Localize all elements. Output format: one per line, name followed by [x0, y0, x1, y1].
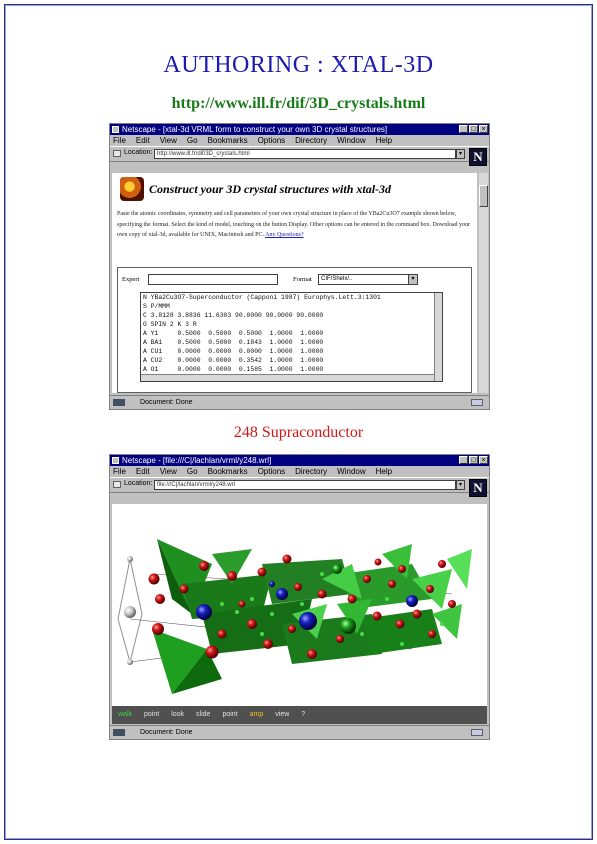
netscape-window-vrml	[109, 454, 490, 740]
yttrium-atom	[127, 556, 133, 562]
vrml-viewport[interactable]	[112, 504, 487, 706]
security-key-icon	[113, 729, 125, 736]
copper-atom	[299, 612, 317, 630]
location-input[interactable]: file:///C|/lachlan/vrml/y248.wrl	[154, 480, 456, 490]
menu-file[interactable]: File	[113, 136, 126, 145]
mail-icon[interactable]	[471, 399, 483, 406]
point-mode-button[interactable]: point	[222, 711, 238, 718]
polyhedron	[447, 549, 472, 589]
code-line: A Y1 0.5000 0.5000 0.5000 1.0000 1.0000	[143, 330, 324, 337]
page-content	[112, 173, 477, 393]
menu-options[interactable]: Options	[257, 136, 286, 145]
content-heading: Construct your 3D crystal structures with xtal-3d	[149, 181, 392, 196]
page-title: AUTHORING : XTAL-3D	[163, 52, 434, 78]
help-button[interactable]: ?	[301, 711, 306, 718]
window-titlebar[interactable]	[110, 455, 489, 466]
format-select[interactable]	[318, 274, 418, 285]
copper-atom	[276, 588, 288, 600]
code-line: C 3.8128 3.8836 11.6303 90.0000 90.0000 90.0000	[143, 312, 324, 319]
menu-directory[interactable]: Directory	[295, 467, 328, 476]
copper-atom	[406, 595, 418, 607]
expert-input[interactable]	[148, 274, 278, 285]
menu-help[interactable]: Help	[375, 467, 393, 476]
location-dropdown[interactable]: ▾	[456, 480, 465, 490]
close-button[interactable]: ×	[479, 456, 488, 464]
menu-window[interactable]: Window	[337, 136, 366, 145]
code-line: A CU2 0.0000 0.0000 0.3542 1.0000 1.0000	[143, 357, 324, 364]
amp-button[interactable]: amp	[249, 711, 264, 718]
code-line: S P/MMM	[143, 303, 170, 310]
crystal-form	[117, 267, 472, 393]
window-title: Netscape - [xtal-3d VRML form to construct your own 3D crystal structures]	[122, 125, 388, 134]
menu-edit[interactable]: Edit	[135, 136, 150, 145]
menu-edit[interactable]: Edit	[135, 467, 150, 476]
menu-bar	[110, 135, 489, 146]
structure-textarea[interactable]	[140, 292, 443, 382]
chevron-down-icon[interactable]: ▾	[408, 275, 417, 284]
intro-paragraph	[117, 209, 472, 241]
code-line: A O1 0.0000 0.0000 0.1585 1.0000 1.0000	[143, 366, 324, 373]
yttrium-atom	[124, 606, 136, 618]
location-input[interactable]: http://www.ill.fr/dif/3D_crystals.html	[154, 149, 456, 159]
status-bar	[110, 725, 489, 739]
menu-go[interactable]: Go	[186, 136, 198, 145]
barium-atom	[340, 618, 356, 634]
menu-directory[interactable]: Directory	[295, 136, 328, 145]
view-button[interactable]: view	[275, 711, 290, 718]
code-line: G SPIN 2 K 3 R	[143, 321, 197, 328]
menu-window[interactable]: Window	[337, 467, 366, 476]
status-text: Document: Done	[140, 729, 193, 736]
page-url[interactable]: http://www.ill.fr/dif/3D_crystals.html	[171, 95, 426, 112]
menu-go[interactable]: Go	[186, 467, 198, 476]
textarea-scrollbar[interactable]	[434, 293, 442, 381]
location-label: Location:	[124, 149, 153, 156]
code-line: N YBa2Cu3O7-Superconductor (Capponi 1987) Europhys.Lett.3:1301	[143, 294, 381, 301]
app-icon	[112, 126, 119, 133]
menu-view[interactable]: View	[159, 136, 177, 145]
window-titlebar[interactable]	[110, 124, 489, 135]
code-line: A BA1 0.5000 0.5000 0.1843 1.0000 1.0000	[143, 339, 324, 346]
menu-options[interactable]: Options	[257, 467, 286, 476]
expert-label: Expert	[122, 276, 140, 283]
textarea-hscrollbar[interactable]	[141, 374, 434, 381]
minimize-button[interactable]: _	[459, 456, 468, 464]
location-label: Location:	[124, 480, 153, 487]
page-scrollbar[interactable]	[479, 173, 488, 393]
look-button[interactable]: look	[171, 711, 185, 718]
location-bar	[110, 477, 489, 493]
vrml-control-bar	[112, 706, 487, 724]
menu-bookmarks[interactable]: Bookmarks	[207, 467, 248, 476]
bookmark-icon[interactable]	[113, 481, 121, 488]
slide-button[interactable]: slide	[196, 711, 211, 718]
walk-button[interactable]: walk	[118, 711, 133, 718]
status-text: Document: Done	[140, 399, 193, 406]
barium-atom	[332, 564, 342, 574]
minimize-button[interactable]: _	[459, 125, 468, 133]
maximize-button[interactable]: □	[469, 456, 478, 464]
copper-atom	[269, 581, 275, 587]
intro-text: Paste the atomic coordinates, symmetry and cell parameters of your own crystal structure in place of the YBa2Cu3O7 example shown below, specifying the format. Select the kind of model, touching on the button Display. Other options can be entered in the command box. Download your own copy of xtal-3d, available for UNIX, Macintosh and PC.	[117, 211, 471, 238]
format-value: CIF/Shelx/..	[321, 276, 353, 282]
menu-bookmarks[interactable]: Bookmarks	[207, 136, 248, 145]
location-bar	[110, 146, 489, 162]
close-button[interactable]: ×	[479, 125, 488, 133]
menu-view[interactable]: View	[159, 467, 177, 476]
location-dropdown[interactable]: ▾	[456, 149, 465, 159]
copper-atom	[196, 604, 212, 620]
menu-file[interactable]: File	[113, 467, 126, 476]
crystal-structure-render	[112, 504, 487, 706]
app-icon	[112, 457, 119, 464]
status-bar	[110, 395, 489, 409]
netscape-window-form	[109, 123, 490, 410]
questions-link[interactable]: Any Questions?	[265, 232, 304, 238]
point-button[interactable]: point	[144, 711, 160, 718]
crystal-logo-icon	[120, 177, 144, 201]
format-label: Format	[293, 276, 312, 283]
mail-icon[interactable]	[471, 729, 483, 736]
yttrium-atom	[127, 659, 133, 665]
netscape-logo-icon[interactable]: N	[469, 148, 487, 166]
menu-help[interactable]: Help	[375, 136, 393, 145]
code-line: A CU1 0.0000 0.0000 0.0000 1.0000 1.0000	[143, 348, 324, 355]
scroll-thumb[interactable]	[479, 185, 488, 207]
menu-bar	[110, 466, 489, 477]
netscape-logo-icon[interactable]: N	[469, 479, 487, 497]
bookmark-icon[interactable]	[113, 150, 121, 157]
security-key-icon	[113, 399, 125, 406]
window-title: Netscape - [file:///C|/lachlan/vrml/y248.wrl]	[122, 456, 272, 465]
maximize-button[interactable]: □	[469, 125, 478, 133]
structure-caption: 248 Supraconductor	[233, 424, 364, 441]
